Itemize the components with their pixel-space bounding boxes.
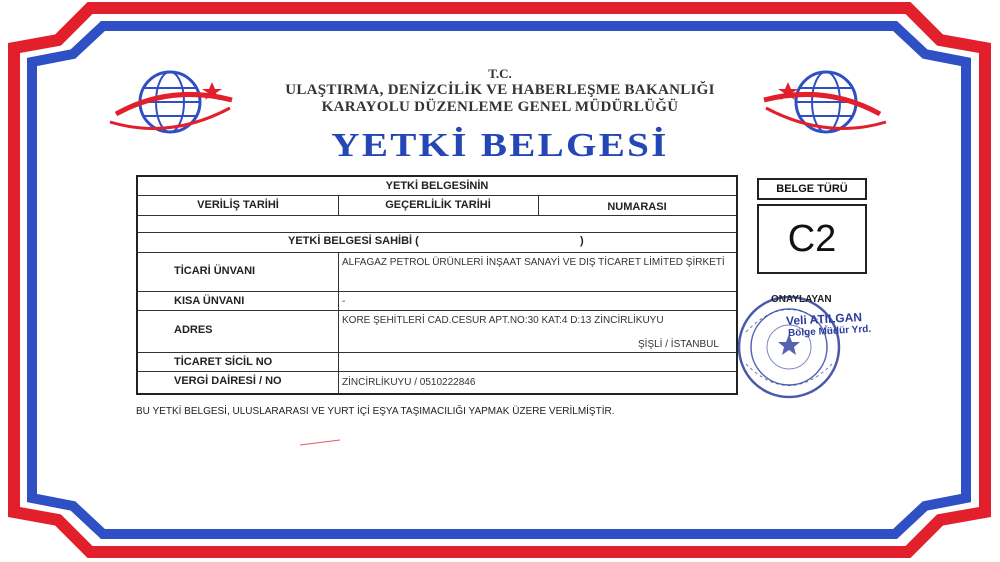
address-label: ADRES: [174, 324, 213, 336]
document-title: YETKİ BELGESİ: [331, 127, 669, 164]
number-header: NUMARASI: [607, 201, 667, 213]
ministry-name: ULAŞTIRMA, DENİZCİLİK VE HABERLEŞME BAKANLIĞI: [285, 82, 715, 98]
tax-value: ZİNCİRLİKUYU / 0510222846: [342, 377, 476, 388]
trade-name-label: TİCARİ ÜNVANI: [174, 265, 256, 277]
short-name-value: -: [342, 296, 346, 307]
short-name-label: KISA ÜNVANI: [174, 295, 245, 307]
issue-date-header: VERİLİŞ TARİHİ: [197, 199, 279, 211]
official-seal-icon: [734, 292, 854, 402]
approver-name: Veli ATILGAN: [785, 310, 863, 328]
validity-date-header: GEÇERLİLİK TARİHİ: [385, 199, 491, 211]
registry-label: TİCARET SİCİL NO: [174, 356, 273, 368]
address-city: ŞİŞLİ / İSTANBUL: [638, 339, 719, 350]
approver-title: Bölge Müdür Yrd.: [787, 323, 872, 340]
trade-name-value: ALFAGAZ PETROL ÜRÜNLERİ İNŞAAT SANAYİ VE DIŞ TİCARET LİMİTED ŞİRKETİ: [342, 257, 725, 268]
section-title: YETKİ BELGESİNİN: [385, 180, 489, 192]
document-type-value: C2: [757, 204, 867, 274]
directorate-name: KARAYOLU DÜZENLEME GENEL MÜDÜRLÜĞÜ: [321, 99, 679, 115]
holder-label: YETKİ BELGESİ SAHİBİ (: [288, 235, 419, 247]
authorization-table: [136, 175, 738, 395]
header-tc: T.C.: [488, 66, 512, 81]
address-value: KORE ŞEHİTLERİ CAD.CESUR APT.NO:30 KAT:4 D:13 ZİNCİRLİKUYU: [342, 315, 664, 326]
footer-note: BU YETKİ BELGESİ, ULUSLARARASI VE YURT İÇİ EŞYA TAŞIMACILIĞI YAPMAK ÜZERE VERİLMİŞTİR.: [136, 406, 615, 417]
approver-label: ONAYLAYAN: [771, 294, 832, 305]
document-type-label: BELGE TÜRÜ: [757, 178, 867, 200]
holder-close: ): [580, 235, 584, 247]
tax-label: VERGİ DAİRESİ / NO: [174, 375, 282, 387]
